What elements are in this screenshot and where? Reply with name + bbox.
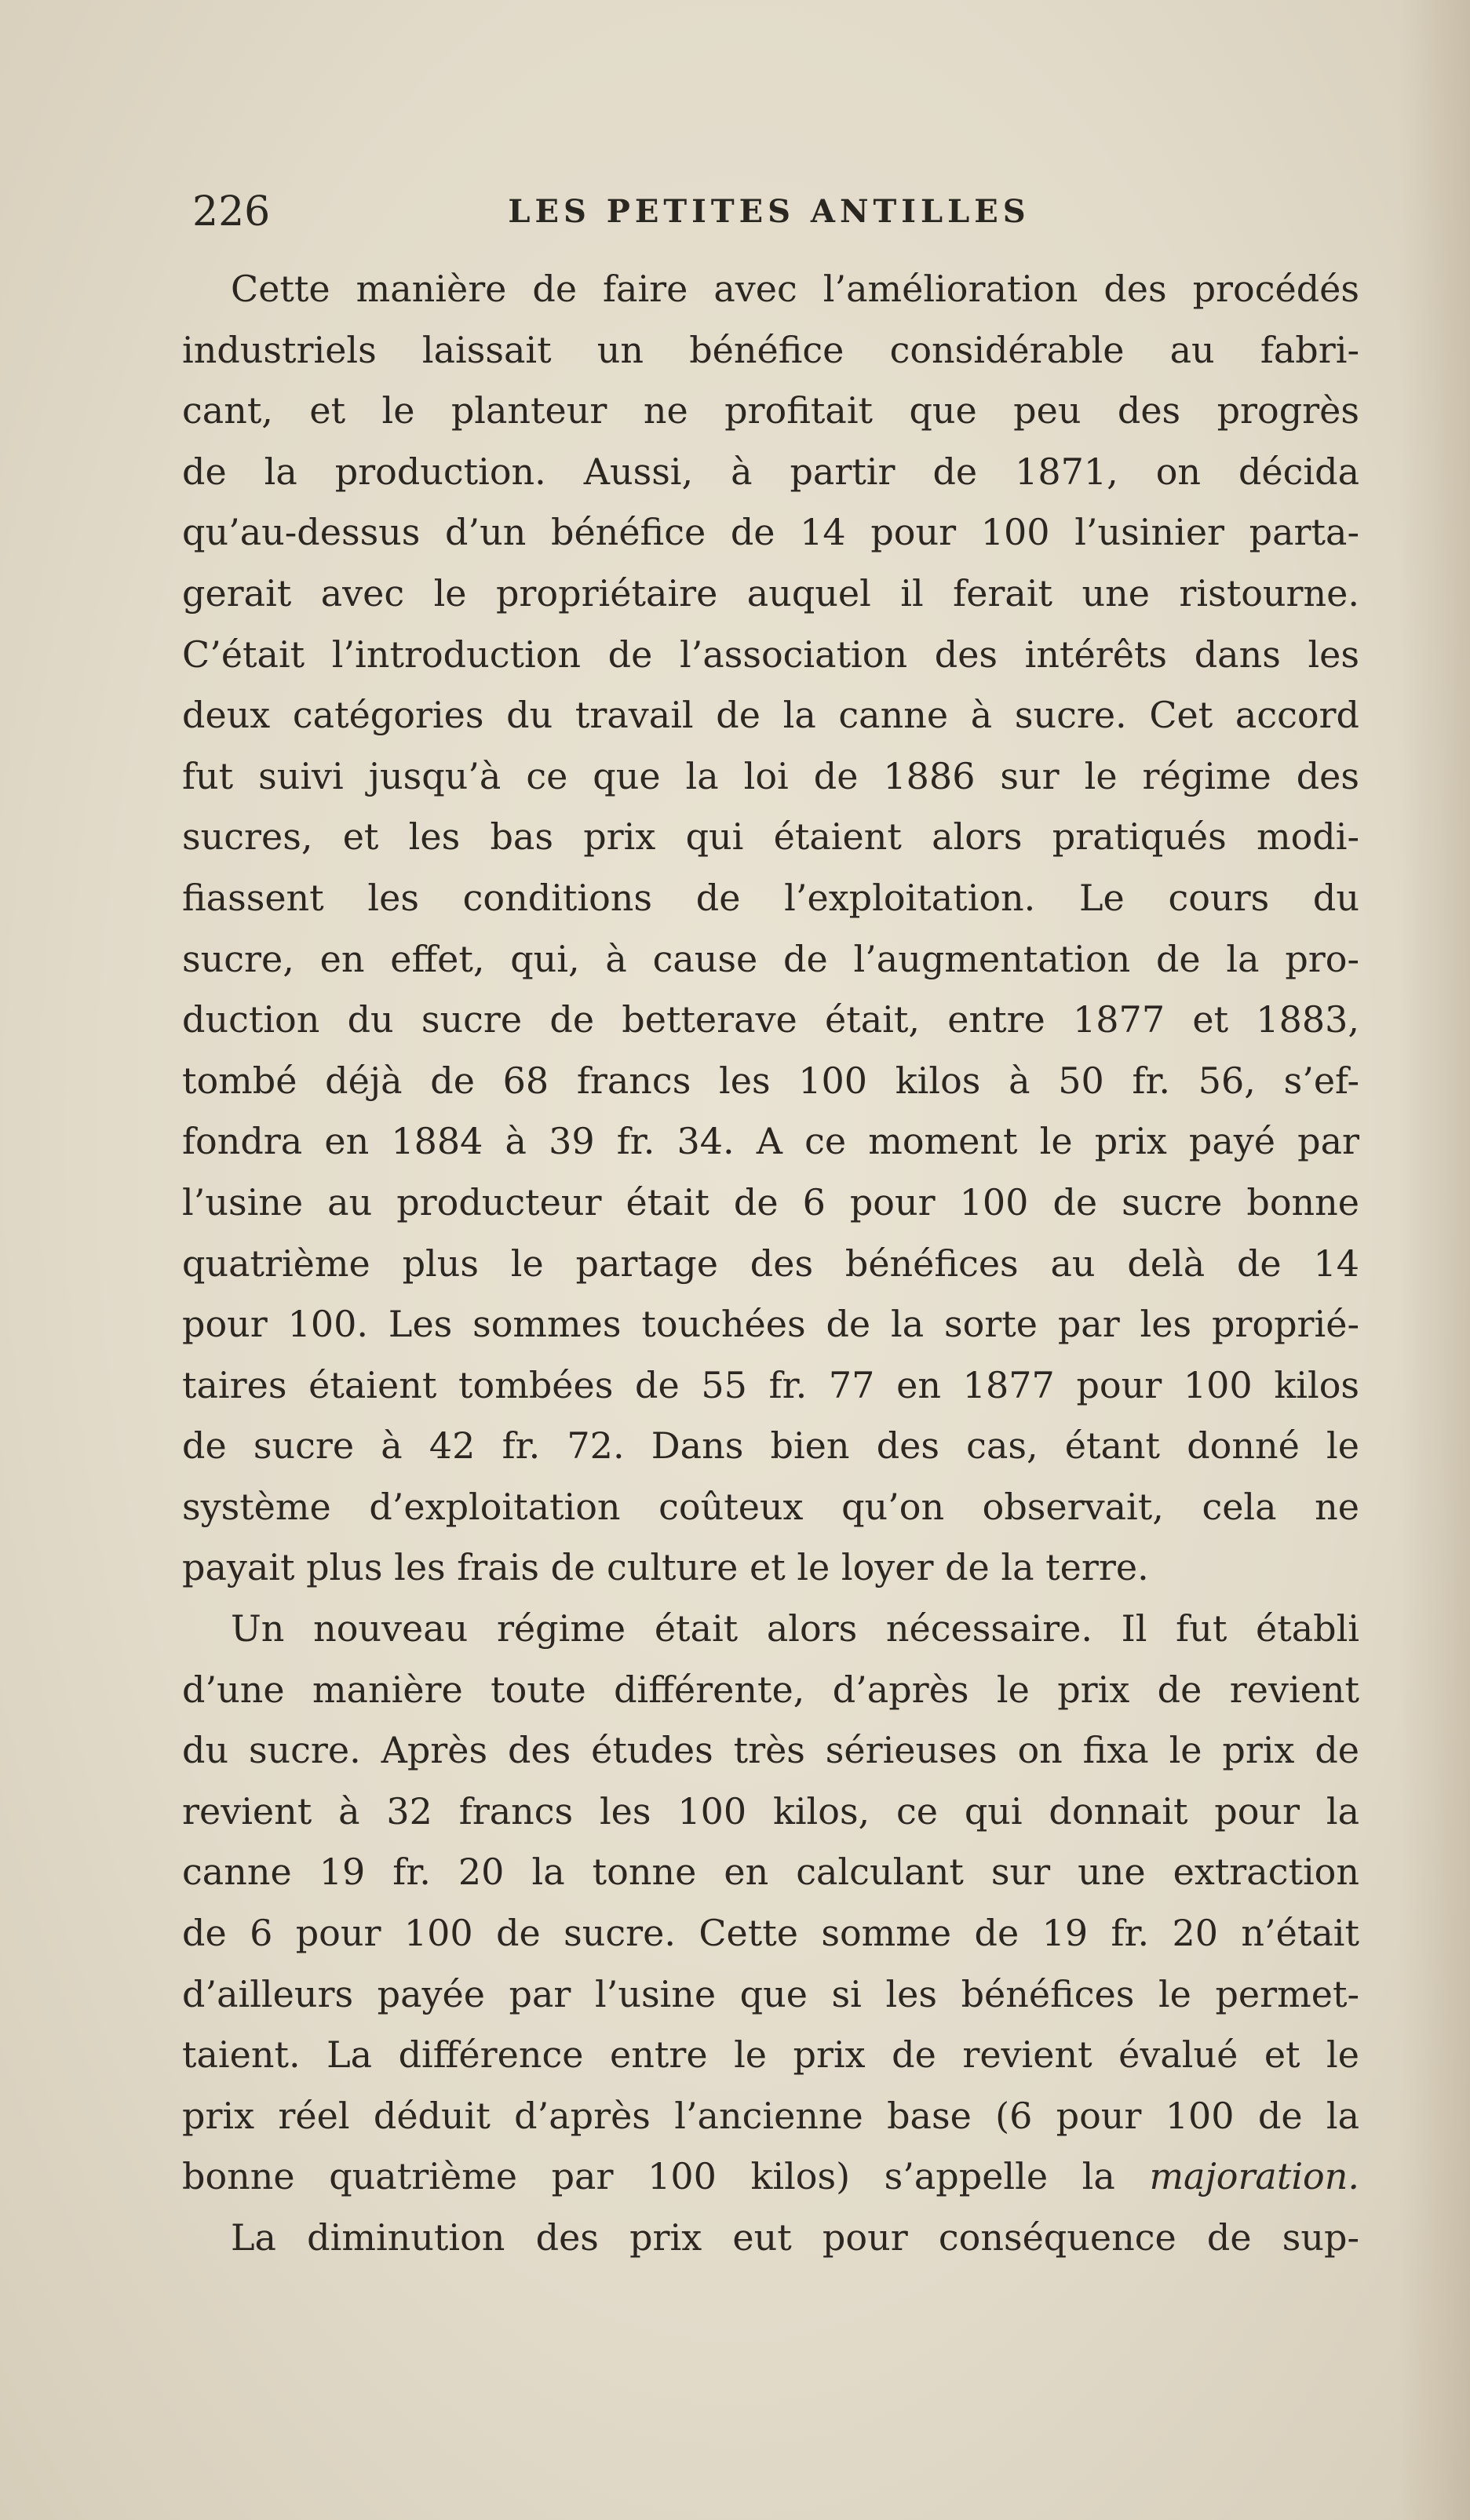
- text-line: canne 19 fr. 20 la tonne en calculant sur une extraction: [182, 1851, 1359, 1894]
- text-line: industriels laissait un bénéfice considérable au fabri-: [182, 328, 1359, 371]
- text-line: du sucre. Après des études très sérieuses on fixa le prix de: [182, 1729, 1359, 1772]
- text-line: qu’au-dessus d’un bénéfice de 14 pour 100 l’usinier parta-: [182, 511, 1359, 554]
- text-line: revient à 32 francs les 100 kilos, ce qui donnait pour la: [182, 1789, 1359, 1833]
- text-line: de 6 pour 100 de sucre. Cette somme de 19 fr. 20 n’était: [182, 1912, 1359, 1955]
- text-line-with-italic: [182, 2146, 1359, 2208]
- page-edge-shadow: [1399, 0, 1470, 2520]
- text-line: d’une manière toute différente, d’après le prix de revient: [182, 1668, 1359, 1711]
- text-line-segment: bonne quatrième par 100 kilos) s’appelle la: [182, 2155, 1115, 2198]
- text-line: fiassent les conditions de l’exploitation. Le cours du: [182, 876, 1359, 919]
- text-line: Cette manière de faire avec l’amélioration des procédés: [231, 268, 1359, 310]
- text-line: deux catégories du travail de la canne à sucre. Cet accord: [182, 694, 1359, 737]
- text-line: fut suivi jusqu’à ce que la loi de 1886 sur le régime des: [182, 754, 1359, 797]
- text-line: tombé déjà de 68 francs les 100 kilos à 50 fr. 56, s’ef-: [182, 1059, 1359, 1102]
- page-number: 226: [192, 188, 271, 235]
- text-line: fondra en 1884 à 39 fr. 34. A ce moment le prix payé par: [182, 1120, 1359, 1163]
- text-line: cant, et le planteur ne profitait que peu des progrès: [182, 389, 1359, 432]
- text-line: duction du sucre de betterave était, entre 1877 et 1883,: [182, 998, 1359, 1041]
- running-title: LES PETITES ANTILLES: [508, 193, 1030, 230]
- text-line: pour 100. Les sommes touchées de la sorte par les proprié-: [182, 1303, 1359, 1346]
- text-line: d’ailleurs payée par l’usine que si les bénéfices le permet-: [182, 1972, 1359, 2015]
- text-line: de la production. Aussi, à partir de 1871, on décida: [182, 450, 1359, 493]
- text-line: Un nouveau régime était alors nécessaire. Il fut établi: [231, 1607, 1359, 1650]
- text-line: taient. La différence entre le prix de revient évalué et le: [182, 2033, 1359, 2077]
- text-line: sucres, et les bas prix qui étaient alors pratiqués modi-: [182, 815, 1359, 859]
- text-line: payait plus les frais de culture et le loyer de la terre.: [182, 1546, 1149, 1589]
- text-line: quatrième plus le partage des bénéfices au delà de 14: [182, 1242, 1359, 1285]
- text-line: La diminution des prix eut pour conséquence de sup-: [231, 2216, 1359, 2259]
- text-line: prix réel déduit d’après l’ancienne base (6 pour 100 de la: [182, 2094, 1359, 2137]
- page-header: [192, 181, 1346, 243]
- text-line: gerait avec le propriétaire auquel il ferait une ristourne.: [182, 571, 1359, 615]
- text-line: l’usine au producteur était de 6 pour 100 de sucre bonne: [182, 1180, 1359, 1224]
- text-line: sucre, en effet, qui, à cause de l’augmentation de la pro-: [182, 937, 1359, 980]
- text-line: système d’exploitation coûteux qu’on observait, cela ne: [182, 1485, 1359, 1528]
- text-line: C’était l’introduction de l’association des intérêts dans les: [182, 633, 1359, 676]
- text-line: taires étaient tombées de 55 fr. 77 en 1877 pour 100 kilos: [182, 1363, 1359, 1406]
- body-text: [182, 259, 1359, 2269]
- text-line: de sucre à 42 fr. 72. Dans bien des cas, étant donné le: [182, 1424, 1359, 1468]
- italic-term: majoration.: [1149, 2155, 1359, 2198]
